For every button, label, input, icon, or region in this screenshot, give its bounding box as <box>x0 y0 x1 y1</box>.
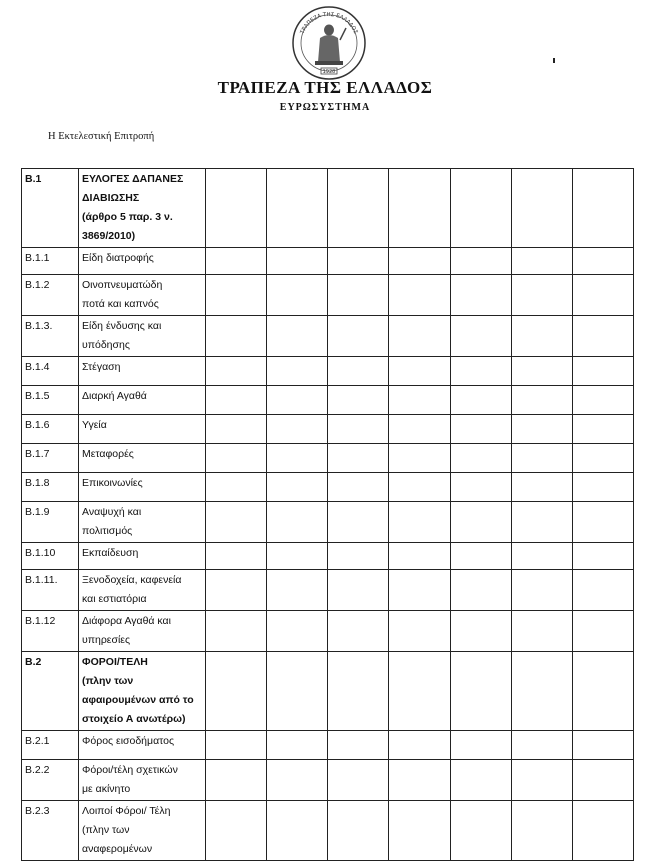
empty-cell <box>389 502 450 543</box>
description-line: αναφερομένων <box>82 843 153 855</box>
expenses-table <box>21 168 634 861</box>
empty-cell <box>450 473 511 502</box>
empty-cell <box>572 760 633 801</box>
empty-cell <box>511 801 572 861</box>
empty-cell <box>511 275 572 316</box>
empty-cell <box>267 760 328 801</box>
empty-cell <box>511 386 572 415</box>
empty-cell <box>328 316 389 357</box>
empty-cell <box>328 357 389 386</box>
empty-cell <box>328 386 389 415</box>
empty-cell <box>328 543 389 570</box>
row-code: B.1.2 <box>22 275 79 316</box>
empty-cell <box>206 570 267 611</box>
empty-cell <box>206 731 267 760</box>
table-row <box>22 357 634 386</box>
empty-cell <box>450 502 511 543</box>
description-line: ποτά και καπνός <box>82 298 159 310</box>
empty-cell <box>450 652 511 731</box>
description-line: ΕΥΛΟΓΕΣ ΔΑΠΑΝΕΣ <box>82 173 184 185</box>
empty-cell <box>511 169 572 248</box>
row-description <box>79 386 206 415</box>
empty-cell <box>450 570 511 611</box>
bank-title: ΤΡΑΠΕΖΑ ΤΗΣ ΕΛΛΑΔΟΣ <box>217 78 433 97</box>
empty-cell <box>206 386 267 415</box>
row-description <box>79 169 206 248</box>
empty-cell <box>328 731 389 760</box>
row-code: B.1.4 <box>22 357 79 386</box>
row-description <box>79 444 206 473</box>
empty-cell <box>328 570 389 611</box>
empty-cell <box>206 444 267 473</box>
empty-cell <box>267 801 328 861</box>
empty-cell <box>328 248 389 275</box>
row-description <box>79 611 206 652</box>
description-line: στοιχείο Α ανωτέρω) <box>82 713 186 725</box>
empty-cell <box>267 248 328 275</box>
empty-cell <box>328 502 389 543</box>
empty-cell <box>328 652 389 731</box>
empty-cell <box>511 611 572 652</box>
description-line: ΔΙΑΒΙΩΣΗΣ <box>82 192 140 204</box>
description-line: (πλην των <box>82 824 130 836</box>
table-row <box>22 169 634 248</box>
empty-cell <box>572 248 633 275</box>
empty-cell <box>450 357 511 386</box>
empty-cell <box>267 357 328 386</box>
empty-cell <box>450 760 511 801</box>
row-code: B.1.3. <box>22 316 79 357</box>
empty-cell <box>389 415 450 444</box>
description-line: υπόδησης <box>82 339 130 351</box>
empty-cell <box>450 611 511 652</box>
empty-cell <box>511 415 572 444</box>
description-line: Είδη ένδυσης και <box>82 320 162 332</box>
empty-cell <box>572 502 633 543</box>
empty-cell <box>511 652 572 731</box>
row-description <box>79 473 206 502</box>
empty-cell <box>572 415 633 444</box>
empty-cell <box>572 570 633 611</box>
empty-cell <box>511 731 572 760</box>
empty-cell <box>450 169 511 248</box>
bank-of-greece-seal-icon <box>288 4 370 82</box>
empty-cell <box>450 248 511 275</box>
row-code: B.2.1 <box>22 731 79 760</box>
description-line: Υγεία <box>82 419 107 431</box>
table-row <box>22 543 634 570</box>
empty-cell <box>511 570 572 611</box>
bank-subtitle: ΕΥΡΩΣΥΣΤΗΜΑ <box>279 102 371 113</box>
empty-cell <box>572 543 633 570</box>
description-line: ΦΟΡΟΙ/ΤΕΛΗ <box>82 656 148 668</box>
description-line: Αναψυχή και <box>82 506 142 518</box>
row-description <box>79 652 206 731</box>
empty-cell <box>572 473 633 502</box>
description-line: και εστιατόρια <box>82 593 147 605</box>
description-line: αφαιρουμένων από το <box>82 694 194 706</box>
empty-cell <box>206 248 267 275</box>
row-code: B.1.1 <box>22 248 79 275</box>
row-description <box>79 248 206 275</box>
empty-cell <box>206 652 267 731</box>
row-description <box>79 316 206 357</box>
empty-cell <box>206 357 267 386</box>
description-line: (άρθρο 5 παρ. 3 ν. <box>82 211 173 223</box>
row-description <box>79 275 206 316</box>
row-description <box>79 502 206 543</box>
empty-cell <box>389 169 450 248</box>
empty-cell <box>328 611 389 652</box>
description-line: Ξενοδοχεία, καφενεία <box>82 574 182 586</box>
description-line: Οινοπνευματώδη <box>82 279 163 291</box>
row-code: B.1.10 <box>22 543 79 570</box>
empty-cell <box>267 731 328 760</box>
description-line: (πλην των <box>82 675 134 687</box>
empty-cell <box>450 386 511 415</box>
table-row <box>22 275 634 316</box>
empty-cell <box>328 415 389 444</box>
description-line: Επικοινωνίες <box>82 477 143 489</box>
empty-cell <box>450 801 511 861</box>
row-code: B.1.7 <box>22 444 79 473</box>
row-description <box>79 415 206 444</box>
empty-cell <box>511 316 572 357</box>
empty-cell <box>328 444 389 473</box>
empty-cell <box>267 275 328 316</box>
row-code: B.1.12 <box>22 611 79 652</box>
empty-cell <box>572 316 633 357</box>
description-line: Μεταφορές <box>82 448 134 460</box>
empty-cell <box>572 731 633 760</box>
empty-cell <box>450 275 511 316</box>
empty-cell <box>511 760 572 801</box>
empty-cell <box>328 760 389 801</box>
empty-cell <box>267 473 328 502</box>
description-line: Στέγαση <box>82 361 121 373</box>
empty-cell <box>572 801 633 861</box>
empty-cell <box>389 543 450 570</box>
empty-cell <box>389 570 450 611</box>
description-line: Φόροι/τέλη σχετικών <box>82 764 178 776</box>
empty-cell <box>572 652 633 731</box>
empty-cell <box>267 611 328 652</box>
empty-cell <box>450 415 511 444</box>
empty-cell <box>389 652 450 731</box>
table-row <box>22 760 634 801</box>
empty-cell <box>511 473 572 502</box>
empty-cell <box>572 611 633 652</box>
svg-text:1928: 1928 <box>322 69 336 75</box>
row-code: B.1.11. <box>22 570 79 611</box>
svg-text:ΤΡΑΠΕΖΑ ΤΗΣ ΕΛΛΑΔΟΣ: ΤΡΑΠΕΖΑ ΤΗΣ ΕΛΛΑΔΟΣ <box>299 11 359 35</box>
empty-cell <box>389 357 450 386</box>
row-description <box>79 357 206 386</box>
row-description <box>79 801 206 861</box>
table-row <box>22 502 634 543</box>
empty-cell <box>572 386 633 415</box>
empty-cell <box>389 275 450 316</box>
empty-cell <box>389 316 450 357</box>
empty-cell <box>389 611 450 652</box>
empty-cell <box>389 248 450 275</box>
empty-cell <box>450 444 511 473</box>
empty-cell <box>206 502 267 543</box>
empty-cell <box>511 444 572 473</box>
empty-cell <box>267 502 328 543</box>
empty-cell <box>389 731 450 760</box>
row-code: B.2.3 <box>22 801 79 861</box>
empty-cell <box>206 801 267 861</box>
row-code: B.1.5 <box>22 386 79 415</box>
description-line: Εκπαίδευση <box>82 547 139 559</box>
table-row <box>22 444 634 473</box>
description-line: υπηρεσίες <box>82 634 131 646</box>
table-row <box>22 316 634 357</box>
empty-cell <box>389 444 450 473</box>
empty-cell <box>389 473 450 502</box>
empty-cell <box>328 169 389 248</box>
row-code: B.2 <box>22 652 79 731</box>
table-row <box>22 652 634 731</box>
empty-cell <box>572 275 633 316</box>
empty-cell <box>572 357 633 386</box>
empty-cell <box>511 248 572 275</box>
description-line: Είδη διατροφής <box>82 252 154 264</box>
empty-cell <box>206 543 267 570</box>
empty-cell <box>328 801 389 861</box>
empty-cell <box>267 543 328 570</box>
row-code: B.1.9 <box>22 502 79 543</box>
empty-cell <box>328 275 389 316</box>
row-description <box>79 570 206 611</box>
empty-cell <box>389 386 450 415</box>
row-code: B.2.2 <box>22 760 79 801</box>
description-line: με ακίνητο <box>82 783 131 795</box>
scan-speck <box>553 58 555 63</box>
description-line: πολιτισμός <box>82 525 133 537</box>
row-description <box>79 543 206 570</box>
empty-cell <box>389 801 450 861</box>
empty-cell <box>206 415 267 444</box>
empty-cell <box>267 570 328 611</box>
empty-cell <box>206 760 267 801</box>
row-description <box>79 731 206 760</box>
empty-cell <box>572 169 633 248</box>
empty-cell <box>328 473 389 502</box>
table-row <box>22 473 634 502</box>
empty-cell <box>267 316 328 357</box>
empty-cell <box>267 652 328 731</box>
empty-cell <box>450 543 511 570</box>
description-line: Φόρος εισοδήματος <box>82 735 175 747</box>
committee-label: Η Εκτελεστική Επιτροπή <box>48 131 155 142</box>
row-code: B.1.6 <box>22 415 79 444</box>
empty-cell <box>511 543 572 570</box>
table-row <box>22 415 634 444</box>
row-description <box>79 760 206 801</box>
empty-cell <box>206 275 267 316</box>
empty-cell <box>206 611 267 652</box>
table-row <box>22 386 634 415</box>
empty-cell <box>206 169 267 248</box>
empty-cell <box>450 316 511 357</box>
empty-cell <box>267 169 328 248</box>
empty-cell <box>572 444 633 473</box>
table-row <box>22 611 634 652</box>
empty-cell <box>511 502 572 543</box>
row-code: B.1 <box>22 169 79 248</box>
description-line: Διαρκή Αγαθά <box>82 390 147 402</box>
row-code: B.1.8 <box>22 473 79 502</box>
empty-cell <box>389 760 450 801</box>
empty-cell <box>450 731 511 760</box>
description-line: 3869/2010) <box>82 230 136 242</box>
empty-cell <box>267 444 328 473</box>
description-line: Λοιποί Φόροι/ Τέλη <box>82 805 171 817</box>
empty-cell <box>267 386 328 415</box>
empty-cell <box>206 316 267 357</box>
empty-cell <box>206 473 267 502</box>
table-row <box>22 801 634 861</box>
table-row <box>22 570 634 611</box>
empty-cell <box>511 357 572 386</box>
table-row <box>22 248 634 275</box>
empty-cell <box>267 415 328 444</box>
table-row <box>22 731 634 760</box>
description-line: Διάφορα Αγαθά και <box>82 615 171 627</box>
